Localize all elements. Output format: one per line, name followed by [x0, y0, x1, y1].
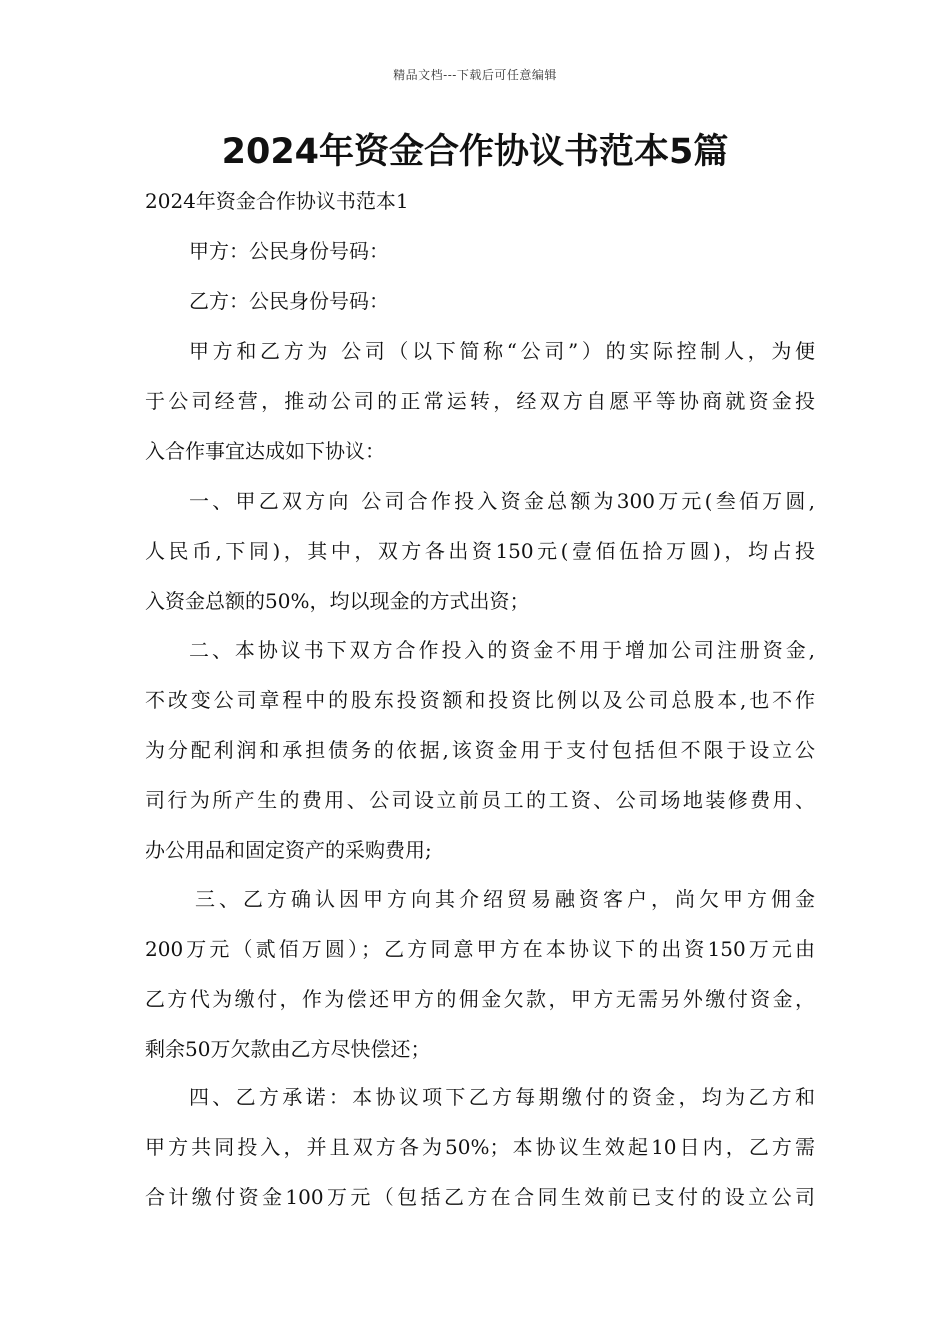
- clause-2-line-5: 办公用品和固定资产的采购费用;: [145, 838, 432, 862]
- clause-3-line-1: 三、乙方确认因甲方向其介绍贸易融资客户，尚欠甲方佣金: [195, 887, 815, 911]
- party-a-text: 甲方：公民身份号码：: [189, 239, 389, 263]
- clause-4-paragraph: [145, 1072, 815, 1222]
- intro-line-2: 于公司经营，推动公司的正常运转，经双方自愿平等协商就资金投: [145, 389, 815, 413]
- clause-1-line-1: 一、甲乙双方向 公司合作投入资金总额为300万元(叁佰万圆,: [189, 489, 815, 513]
- clause-2-line-3: 为分配利润和承担债务的依据,该资金用于支付包括但不限于设立公: [145, 738, 815, 762]
- clause-4-line-1: 四、乙方承诺：本协议项下乙方每期缴付的资金，均为乙方和: [189, 1085, 815, 1109]
- header-note: 精品文档---下载后可任意编辑: [393, 68, 557, 82]
- section-subtitle: 2024年资金合作协议书范本1: [145, 189, 409, 213]
- clause-2-line-2: 不改变公司章程中的股东投资额和投资比例以及公司总股本,也不作: [145, 688, 815, 712]
- intro-line-3: 入合作事宜达成如下协议：: [145, 439, 385, 463]
- party-a-line: [145, 226, 815, 276]
- clause-1-line-3: 入资金总额的50%，均以现金的方式出资；: [145, 589, 530, 613]
- document-title: 2024年资金合作协议书范本5篇: [221, 132, 729, 172]
- clause-4-line-2: 甲方共同投入，并且双方各为50%；本协议生效起10日内，乙方需: [145, 1135, 815, 1159]
- clause-3-line-2: 200万元（贰佰万圆）；乙方同意甲方在本协议下的出资150万元由: [145, 937, 815, 961]
- clause-3-line-4: 剩余50万欠款由乙方尽快偿还；: [145, 1037, 431, 1061]
- intro-paragraph: [145, 326, 815, 476]
- party-b-text: 乙方：公民身份号码：: [189, 289, 389, 313]
- clause-3-line-3: 乙方代为缴付，作为偿还甲方的佣金欠款，甲方无需另外缴付资金，: [145, 987, 815, 1011]
- clause-2-paragraph: [145, 625, 815, 875]
- clause-1-paragraph: [145, 476, 815, 626]
- clause-3-paragraph: [145, 874, 815, 1074]
- intro-line-1: 甲方和乙方为 公司（以下简称“公司”）的实际控制人，为便: [189, 339, 815, 363]
- clause-1-line-2: 人民币,下同)，其中，双方各出资150元(壹佰伍拾万圆)，均占投: [145, 539, 815, 563]
- clause-4-line-3: 合计缴付资金100万元（包括乙方在合同生效前已支付的设立公司: [145, 1185, 815, 1209]
- clause-2-line-1: 二、本协议书下双方合作投入的资金不用于增加公司注册资金,: [189, 638, 815, 662]
- party-b-line: [145, 276, 815, 326]
- clause-2-line-4: 司行为所产生的费用、公司设立前员工的工资、公司场地装修费用、: [145, 788, 815, 812]
